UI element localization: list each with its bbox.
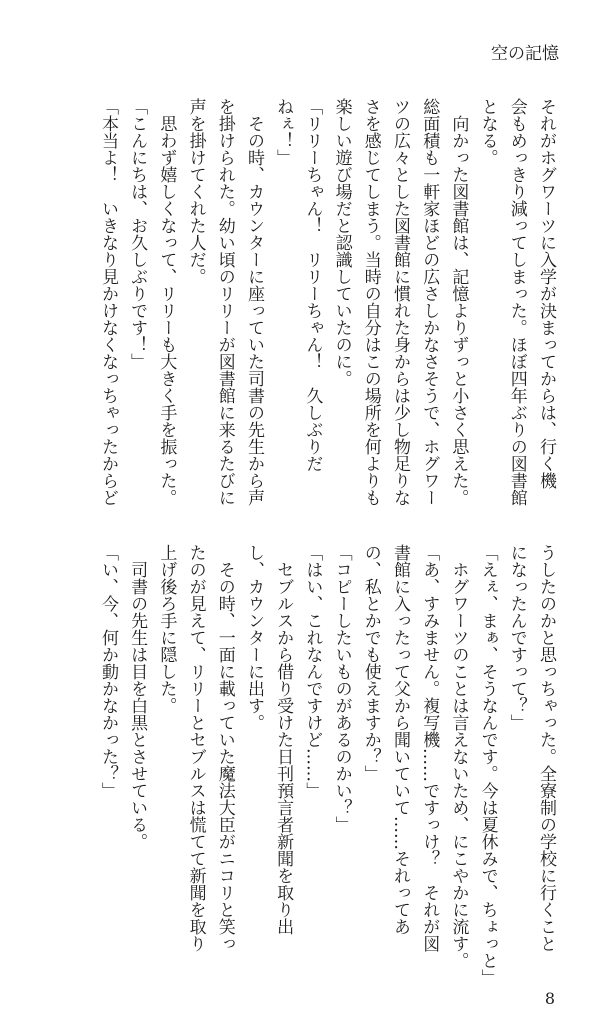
text-line: 司書の先生は目を白黒とさせている。: [127, 544, 148, 850]
text-line: 向かった図書館は、記憶よりずっと小さく思えた。: [448, 98, 469, 506]
text-line: セブルスから借り受けた日刊預言者新聞を取り出: [273, 544, 294, 935]
text-line: の、私とかでも使えますか？」: [360, 544, 381, 782]
text-line: ツの広々とした図書館に慣れた身からは少し物足りな: [389, 98, 410, 506]
text-line: 「リリーちゃん！ リリーちゃん！ 久しぶりだ: [302, 98, 323, 472]
text-line: その時、カウンターに座っていた司書の先生から声: [243, 98, 264, 506]
text-line: 「こんにちは、お久しぶりです！」: [127, 98, 148, 370]
text-line: し、カウンターに出す。: [243, 544, 264, 731]
text-line: 声を掛けてくれた人だ。: [185, 98, 206, 285]
text-line: になったんですって？」: [506, 544, 527, 731]
text-line: 「コピーしたいものがあるのかい？」: [331, 544, 352, 833]
text-line: 書館に入ったって父から聞いていて……それってあ: [389, 544, 410, 935]
text-line: うしたのかと思っちゃった。全寮制の学校に行くこと: [536, 544, 556, 952]
text-block-lower: [93, 544, 560, 989]
text-line: 総面積も一軒家ほどの広さしかなさそうで、ホグワー: [419, 98, 440, 506]
text-line: 思わず嬉しくなって、リリーも大きく手を振った。: [156, 98, 177, 506]
text-line: 「い、今、何か動かなかった？」: [97, 544, 118, 799]
text-line: 会もめっきり減ってしまった。ほぼ四年ぶりの図書館: [506, 98, 527, 506]
page-number: 8: [544, 989, 555, 1008]
text-line: それがホグワーツに入学が決まってからは、行く機: [536, 98, 556, 489]
text-block-upper: [93, 98, 560, 543]
text-line: 「えぇ、まぁ、そうなんです。今は夏休みで、ちょっと」: [477, 544, 498, 986]
text-line: その時、一面に載っていた魔法大臣がニコリと笑っ: [214, 544, 235, 952]
text-line: 楽しい遊び場だと認識していたのに。: [331, 98, 352, 387]
text-line: 「本当よ！ いきなり見かけなくなっちゃったからど: [97, 98, 118, 506]
text-line: 上げ後ろ手に隠した。: [156, 544, 177, 714]
text-line: ホグワーツのことは言えないため、にこやかに流す。: [448, 544, 469, 969]
text-line: となる。: [477, 98, 498, 166]
text-line: たのが見えて、リリーとセブルスは慌てて新聞を取り: [185, 544, 206, 952]
text-line: ねぇ！」: [273, 98, 294, 166]
text-line: を掛けられた。幼い頃のリリーが図書館に来るたびに: [214, 98, 235, 506]
running-header-title: 空の記憶: [491, 44, 559, 64]
text-line: 「あ、すみません。複写機……ですっけ？ それが図: [419, 544, 440, 952]
text-line: さを感じてしまう。当時の自分はこの場所を何よりも: [360, 98, 381, 506]
text-line: 「はい、これなんですけど……」: [302, 544, 323, 799]
